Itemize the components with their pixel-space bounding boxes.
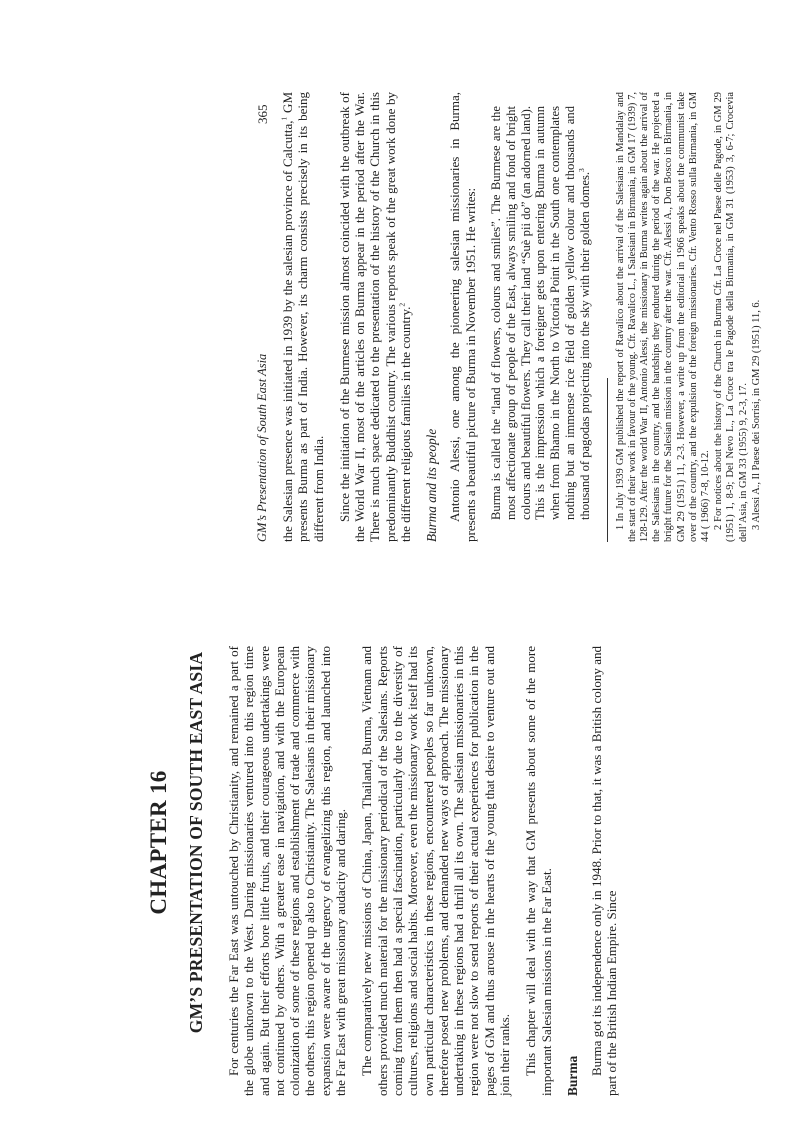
text-run: the Salesian presence was initiated in 1939 by the salesian province of Calcutta, <box>280 120 295 542</box>
chapter-label: CHAPTER 16 <box>146 770 171 915</box>
footnote-3: 3 Alessi A., Il Paese dei Sorrisi, in GM 29 (1951) 11, 6. <box>750 299 762 530</box>
paragraph: Antonio Alessi, one among the pioneering salesian missionaries in Burma, presents a beautiful picture of Burma in November 1951. He writes: <box>447 92 478 542</box>
section-heading-burma: Burma <box>564 1055 580 1096</box>
footnote-marker: 2 <box>397 302 407 307</box>
right-body <box>280 92 764 542</box>
block-quote <box>489 106 593 520</box>
footnote-divider <box>607 378 608 542</box>
section-heading-people: Burma and its people <box>424 428 440 542</box>
footnote-marker: 3 <box>576 168 586 172</box>
left-body <box>226 646 631 1096</box>
paragraph: For centuries the Far East was untouched by Christianity, and remained a part of the globe unknown to the West. Daring missionaries ventured into this region time and again. But their efforts bore little fruits, and their courageous undertakings were not continued by others. With a greater ease in navigation, and with the European colonization of some of these regions and establishment of trade and commerce with the others, this region opened up also to Christianity. The Salesians in their missionary expansion were aware of the urgency of evangelizing this region, and launched into the Far East with great missionary audacity and daring. <box>226 646 349 1096</box>
paragraph: This chapter will deal with the way that GM presents about some of the more important Salesian missions in the Far East. <box>523 646 554 1096</box>
text-run: GM presents Burma as part of India. However, its charm consists precisely in its being different from India. <box>280 92 326 542</box>
footnote-2: 2 For notices about the history of the Church in Burma Cfr. La Croce nel Paese delle Pagode, in GM 29 (1951) 1, 8-9; Del Nevo L., La Croce tra le Pagode della Birmania, in GM 31 (1953) 3, 6-7; Crocevia dell’Asia, in GM 33 (1955) 9, 2-3, 17. <box>713 92 749 542</box>
paragraph <box>337 92 413 542</box>
paragraph: Burma got its independence only in 1948. Prior to that, it was a British colony and part of the British Indian Empire. Since <box>588 646 620 1096</box>
running-header: GM’s Presentation of South East Asia <box>255 353 269 542</box>
paragraph <box>280 92 326 542</box>
footnote-1: 1 In July 1939 GM published the report of Ravalico about the arrival of the Salesians in Mandalay and the start of their work in favour of the young. Cfr. Ravalico L., I Salesiani in Birmania, in GM 17 (1939) 7, 128-129. After the world War II, Antonio Alessi, the missionary in Burma writes again about the arrival of the Salesians in the country, and the hardships they endured during the period of the war. He projected a bright future for the Salesian mission in the country after the war. Cfr. Alessi A., Don Bosco in Birmania, in GM 29 (1951) 11, 2-3. However, a write up from the editorial in 1966 speaks about the communist take over of the country, and the expulsion of the foreign missionaries. Cfr. Vento Rosso sulla Birmania, in GM 44 ( 1966) 7-8, 10-12. <box>614 92 711 542</box>
left-column <box>0 562 793 1123</box>
text-run: Since the initiation of the Burmese mission almost coincided with the outbreak of the World War II, most of the articles on Burma appear in the period after the War. There is much space dedicated to the presentation of the history of the Church in this predominantly Buddhist country. The various reports speak of the great work done by the different religious families in the country. <box>336 92 414 542</box>
chapter-title: GM’S PRESENTATION OF SOUTH EAST ASIA <box>186 651 206 1034</box>
footnote-marker: 1 <box>279 116 289 121</box>
paragraph: The comparatively new missions of China, Japan, Thailand, Burma, Vietnam and others provided much material for the missionary periodical of the Salesians. Reports coming from them then had a special fascination, particularly due to the diversity of cultures, religions and social habits. Moreover, even the missionary work itself had its own particular characteristics in these regions, encountered peoples so far unknown, therefore posed new problems, and demanded new ways of approach. The missionary undertaking in these regions had a thrill all its own. The salesian missionaries in this region were not slow to send reports of their actual experiences for publication in the pages of GM and thus arouse in the hearts of the young that desire to venture out and join their ranks. <box>359 646 513 1096</box>
quote-text: Burma is called the “land of flowers, colours and smiles”. The Burmese are the most affectionate group of people of the East, always smiling and fond of bright colours and beautiful flowers. They call their land “Suè pii do” (an adorned land). This is the impression which a foreigner gets upon entering Burma in autumn when from Bhamo in the North to Victoria Point in the South one contemplates nothing but an immense rice field of golden yellow colour and thousands and thousand of pagodas projecting into the sky with their golden domes. <box>488 106 592 520</box>
page-number: 365 <box>255 104 270 124</box>
